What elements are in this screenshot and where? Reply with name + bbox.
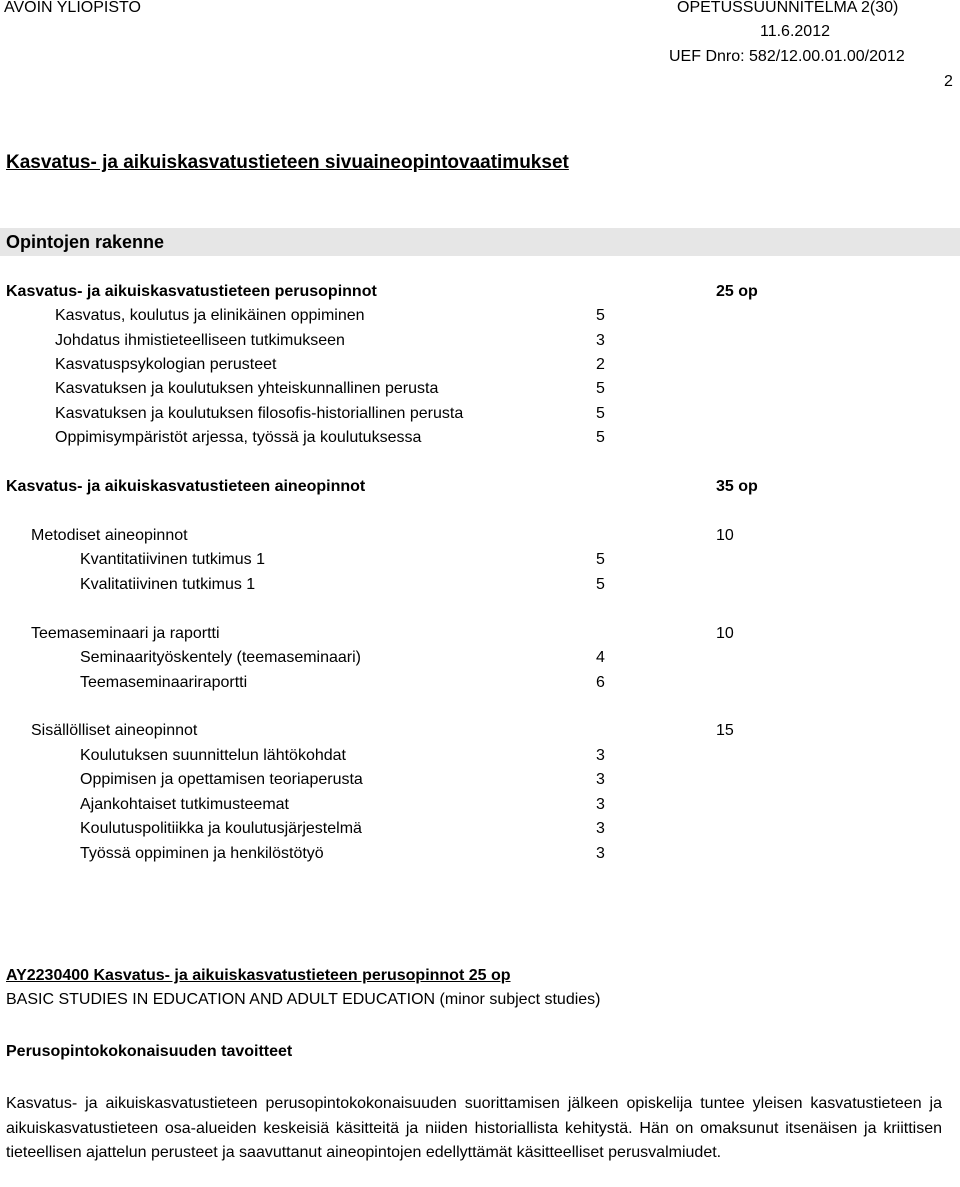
header-date: 11.6.2012 [760,23,830,40]
course-name: Kasvatuksen ja koulutuksen yhteiskunnallinen perusta [55,380,439,397]
group-credits: 15 [716,722,734,739]
group-credits: 10 [716,527,734,544]
course-code-title: AY2230400 Kasvatus- ja aikuiskasvatustieteen perusopinnot 25 op [6,967,511,984]
course-credits: 4 [596,649,605,666]
course-name: Kasvatus, koulutus ja elinikäinen oppiminen [55,307,365,324]
course-name: Koulutuksen suunnittelun lähtökohdat [80,747,346,764]
course-name: Kvalitatiivinen tutkimus 1 [80,576,256,593]
intermediate-studies-total: 35 op [716,478,758,495]
course-credits: 3 [596,771,605,788]
course-name: Oppimisympäristöt arjessa, työssä ja koulutuksessa [55,429,422,446]
basic-studies-title: Kasvatus- ja aikuiskasvatustieteen perusopinnot [6,283,377,300]
course-credits: 3 [596,747,605,764]
intermediate-studies-title: Kasvatus- ja aikuiskasvatustieteen aineopinnot [6,478,366,495]
header-ref: UEF Dnro: 582/12.00.01.00/2012 [669,48,905,65]
course-name: Kasvatuspsykologian perusteet [55,356,277,373]
course-credits: 6 [596,674,605,691]
course-credits: 3 [596,820,605,837]
course-credits: 2 [596,356,605,373]
header-doc: OPETUSSUUNNITELMA 2(30) [677,0,899,16]
group-name: Sisällölliset aineopinnot [31,722,198,739]
course-name: Kvantitatiivinen tutkimus 1 [80,551,265,568]
course-name: Kasvatuksen ja koulutuksen filosofis-historiallinen perusta [55,405,464,422]
course-credits: 5 [596,405,605,422]
course-name: Oppimisen ja opettamisen teoriaperusta [80,771,363,788]
goals-heading: Perusopintokokonaisuuden tavoitteet [6,1043,293,1060]
course-credits: 5 [596,551,605,568]
course-name: Työssä oppiminen ja henkilöstötyö [80,845,324,862]
course-name: Seminaarityöskentely (teemaseminaari) [80,649,361,666]
page-number: 2 [944,73,953,90]
course-name: Teemaseminaariraportti [80,674,248,691]
basic-studies-total: 25 op [716,283,758,300]
course-name: Johdatus ihmistieteelliseen tutkimukseen [55,332,345,349]
course-english-title: BASIC STUDIES IN EDUCATION AND ADULT EDUCATION (minor subject studies) [6,991,601,1008]
course-credits: 3 [596,332,605,349]
course-credits: 3 [596,845,605,862]
goals-paragraph: Kasvatus- ja aikuiskasvatustieteen perusopintokokonaisuuden suorittamisen jälkeen opiskelija tuntee yleisen kasvatustieteen ja aikuiskasvatustieteen osa-alueiden keskeisiä käsitteitä ja niiden historiallista kehitystä. Hän on omaksunut itsenäisen ja kriittisen tieteellisen ajattelun perusteet ja saavuttanut aineopintojen edellyttämät käsitteelliset perusvalmiudet. [6,1095,942,1161]
structure-heading: Opintojen rakenne [6,232,165,252]
course-credits: 5 [596,307,605,324]
course-name: Koulutuspolitiikka ja koulutusjärjestelmä [80,820,362,837]
group-name: Metodiset aineopinnot [31,527,188,544]
course-credits: 5 [596,429,605,446]
group-credits: 10 [716,625,734,642]
course-credits: 3 [596,796,605,813]
page-title: Kasvatus- ja aikuiskasvatustieteen sivuaineopintovaatimukset [6,152,569,173]
group-name: Teemaseminaari ja raportti [31,625,220,642]
header-org: AVOIN YLIOPISTO [4,0,141,16]
course-name: Ajankohtaiset tutkimusteemat [80,796,289,813]
course-credits: 5 [596,380,605,397]
course-credits: 5 [596,576,605,593]
